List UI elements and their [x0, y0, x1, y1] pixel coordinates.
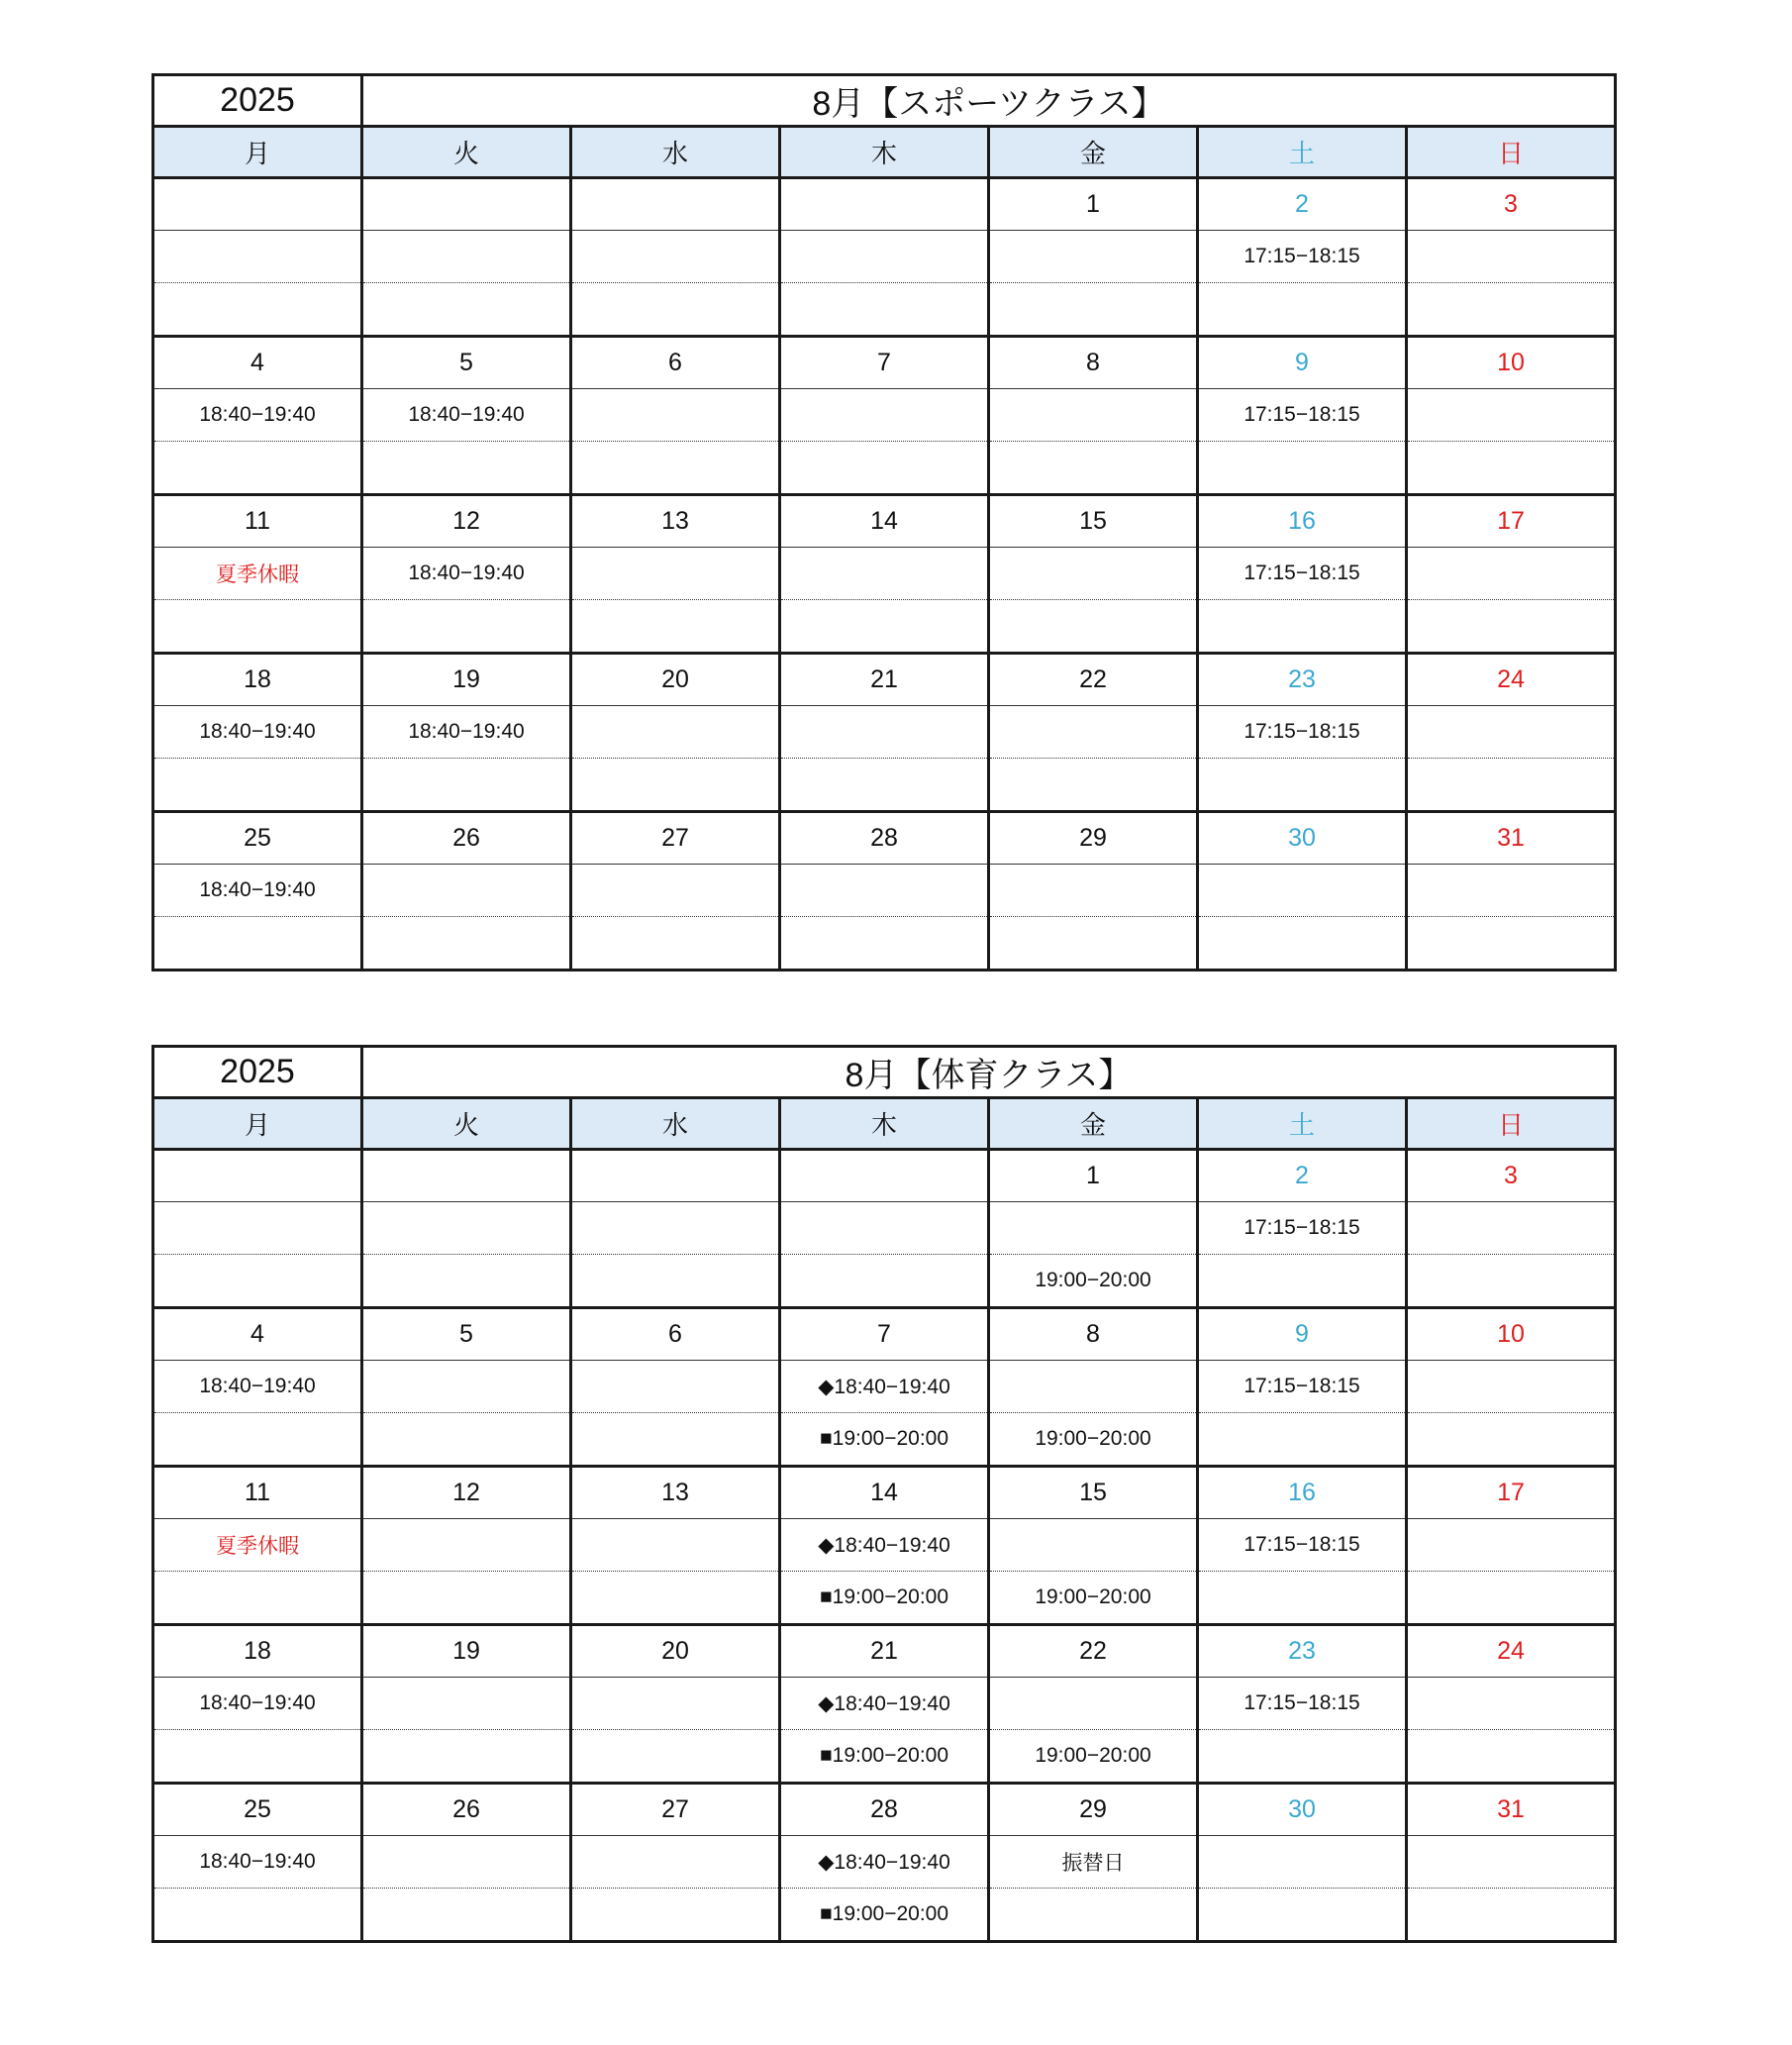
schedule-slot: [362, 442, 571, 495]
day-number: 24: [1407, 1625, 1616, 1678]
schedule-slot: [780, 231, 989, 283]
schedule-slot: [362, 283, 571, 337]
schedule-slot: [1407, 389, 1616, 442]
schedule-slot: [1198, 1730, 1407, 1784]
schedule-slot: 18:40−19:40: [153, 389, 362, 442]
schedule-slot: [989, 1202, 1198, 1255]
schedule-slot: [989, 442, 1198, 495]
schedule-slot: ◆18:40−19:40: [780, 1836, 989, 1889]
day-number: 5: [362, 337, 571, 389]
day-number: [362, 1150, 571, 1202]
day-number: 8: [989, 1308, 1198, 1361]
schedule-slot: [989, 389, 1198, 442]
schedule-slot: [780, 917, 989, 971]
schedule-slot: [571, 1730, 780, 1784]
year-label: 2025: [153, 1047, 362, 1098]
date-row: [153, 495, 1616, 548]
day-number: [571, 1150, 780, 1202]
day-number: 9: [1198, 1308, 1407, 1361]
date-row: [153, 1467, 1616, 1519]
schedule-row: [153, 231, 1616, 283]
day-number: 24: [1407, 654, 1616, 706]
weekday-header: 火: [362, 127, 571, 178]
schedule-row: [153, 283, 1616, 337]
schedule-slot: [153, 283, 362, 337]
day-number: 20: [571, 654, 780, 706]
schedule-slot: [780, 442, 989, 495]
day-number: 6: [571, 1308, 780, 1361]
schedule-slot: 17:15−18:15: [1198, 1519, 1407, 1572]
schedule-slot: [362, 1730, 571, 1784]
day-number: 5: [362, 1308, 571, 1361]
schedule-slot: [1407, 442, 1616, 495]
sports-class-calendar: [151, 73, 1617, 971]
day-number: 11: [153, 495, 362, 548]
date-row: [153, 1150, 1616, 1202]
schedule-slot: [780, 600, 989, 654]
schedule-slot: [571, 283, 780, 337]
day-number: 7: [780, 1308, 989, 1361]
schedule-slot: [571, 1413, 780, 1467]
day-number: 23: [1198, 654, 1407, 706]
schedule-slot: [571, 1202, 780, 1255]
schedule-slot: [1407, 1413, 1616, 1467]
weekday-header: 火: [362, 1098, 571, 1150]
schedule-slot: 19:00−20:00: [989, 1413, 1198, 1467]
schedule-slot: 18:40−19:40: [153, 706, 362, 759]
day-number: 25: [153, 812, 362, 865]
schedule-slot: [1198, 1255, 1407, 1308]
day-number: 16: [1198, 1467, 1407, 1519]
schedule-row: [153, 548, 1616, 600]
schedule-slot: [362, 1889, 571, 1942]
schedule-slot: [989, 759, 1198, 812]
day-number: 8: [989, 337, 1198, 389]
schedule-slot: [362, 865, 571, 917]
schedule-slot: [1407, 283, 1616, 337]
schedule-slot: 18:40−19:40: [362, 706, 571, 759]
day-number: 15: [989, 1467, 1198, 1519]
schedule-slot: [780, 283, 989, 337]
schedule-slot: [780, 548, 989, 600]
schedule-slot: 19:00−20:00: [989, 1730, 1198, 1784]
weekday-header: 金: [989, 1098, 1198, 1150]
schedule-row: [153, 389, 1616, 442]
calendar-body: [153, 75, 1616, 971]
schedule-slot: [153, 1730, 362, 1784]
weekday-header-row: [153, 127, 1616, 178]
schedule-row: [153, 1202, 1616, 1255]
weekday-header: 日: [1407, 127, 1616, 178]
schedule-slot: 17:15−18:15: [1198, 231, 1407, 283]
schedule-slot: [989, 548, 1198, 600]
day-number: 19: [362, 654, 571, 706]
date-row: [153, 812, 1616, 865]
day-number: 23: [1198, 1625, 1407, 1678]
schedule-slot: [1407, 600, 1616, 654]
schedule-slot: [362, 1519, 571, 1572]
schedule-slot: [1198, 600, 1407, 654]
schedule-slot: [780, 759, 989, 812]
day-number: 18: [153, 654, 362, 706]
schedule-slot: [153, 1572, 362, 1625]
day-number: [780, 178, 989, 231]
calendar-title: 8月【スポーツクラス】: [362, 75, 1616, 127]
date-row: [153, 654, 1616, 706]
schedule-slot: ■19:00−20:00: [780, 1889, 989, 1942]
day-number: 27: [571, 812, 780, 865]
day-number: 26: [362, 812, 571, 865]
schedule-slot: 18:40−19:40: [153, 1836, 362, 1889]
weekday-header: 金: [989, 127, 1198, 178]
schedule-slot: [780, 1202, 989, 1255]
schedule-slot: [362, 917, 571, 971]
day-number: 4: [153, 1308, 362, 1361]
day-number: 2: [1198, 178, 1407, 231]
schedule-slot: [362, 1678, 571, 1730]
day-number: 27: [571, 1784, 780, 1836]
schedule-slot: [1407, 759, 1616, 812]
schedule-slot: [989, 1678, 1198, 1730]
schedule-slot: [1198, 1836, 1407, 1889]
schedule-slot: 18:40−19:40: [153, 865, 362, 917]
schedule-slot: [780, 1255, 989, 1308]
day-number: 16: [1198, 495, 1407, 548]
schedule-row: [153, 1413, 1616, 1467]
schedule-slot: [1407, 1678, 1616, 1730]
day-number: 11: [153, 1467, 362, 1519]
schedule-slot: [989, 865, 1198, 917]
day-number: 15: [989, 495, 1198, 548]
schedule-slot: ■19:00−20:00: [780, 1730, 989, 1784]
day-number: 7: [780, 337, 989, 389]
schedule-slot: [362, 1361, 571, 1413]
schedule-slot: [153, 600, 362, 654]
year-label: 2025: [153, 75, 362, 127]
weekday-header: 木: [780, 127, 989, 178]
title-row: [153, 75, 1616, 127]
schedule-slot: [1198, 1889, 1407, 1942]
schedule-row: [153, 1889, 1616, 1942]
schedule-slot: [989, 1361, 1198, 1413]
day-number: 29: [989, 1784, 1198, 1836]
schedule-slot: [362, 1202, 571, 1255]
day-number: 6: [571, 337, 780, 389]
day-number: 1: [989, 178, 1198, 231]
day-number: 13: [571, 1467, 780, 1519]
schedule-slot: [989, 231, 1198, 283]
schedule-row: [153, 1519, 1616, 1572]
schedule-row: [153, 1836, 1616, 1889]
schedule-slot: [153, 917, 362, 971]
day-number: 20: [571, 1625, 780, 1678]
day-number: 28: [780, 1784, 989, 1836]
schedule-slot: [153, 1889, 362, 1942]
day-number: 30: [1198, 1784, 1407, 1836]
schedule-slot: 17:15−18:15: [1198, 1202, 1407, 1255]
day-number: [153, 178, 362, 231]
day-number: 3: [1407, 178, 1616, 231]
schedule-slot: [362, 1572, 571, 1625]
schedule-slot: [571, 1836, 780, 1889]
schedule-slot: [153, 1413, 362, 1467]
schedule-slot: [362, 231, 571, 283]
schedule-slot: 振替日: [989, 1836, 1198, 1889]
weekday-header: 水: [571, 1098, 780, 1150]
schedule-row: [153, 917, 1616, 971]
schedule-slot: 17:15−18:15: [1198, 1678, 1407, 1730]
schedule-slot: [571, 1572, 780, 1625]
weekday-header: 月: [153, 1098, 362, 1150]
day-number: 17: [1407, 495, 1616, 548]
schedule-slot: [1407, 1519, 1616, 1572]
schedule-row: [153, 1255, 1616, 1308]
schedule-slot: [1407, 1202, 1616, 1255]
day-number: 3: [1407, 1150, 1616, 1202]
schedule-row: [153, 600, 1616, 654]
schedule-slot: [571, 231, 780, 283]
schedule-slot: [989, 706, 1198, 759]
schedule-slot: [571, 1361, 780, 1413]
schedule-slot: [780, 706, 989, 759]
day-number: 14: [780, 495, 989, 548]
date-row: [153, 1625, 1616, 1678]
schedule-slot: [1407, 1836, 1616, 1889]
title-row: [153, 1047, 1616, 1098]
weekday-header: 月: [153, 127, 362, 178]
day-number: 19: [362, 1625, 571, 1678]
date-row: [153, 1308, 1616, 1361]
day-number: 4: [153, 337, 362, 389]
schedule-slot: 17:15−18:15: [1198, 389, 1407, 442]
schedule-row: [153, 1361, 1616, 1413]
date-row: [153, 1784, 1616, 1836]
schedule-slot: [571, 442, 780, 495]
day-number: [362, 178, 571, 231]
schedule-slot: [571, 548, 780, 600]
schedule-slot: [153, 231, 362, 283]
day-number: [780, 1150, 989, 1202]
weekday-header: 日: [1407, 1098, 1616, 1150]
day-number: [153, 1150, 362, 1202]
schedule-slot: ◆18:40−19:40: [780, 1678, 989, 1730]
schedule-slot: [1198, 917, 1407, 971]
schedule-slot: 夏季休暇: [153, 1519, 362, 1572]
schedule-slot: [1407, 231, 1616, 283]
day-number: 21: [780, 654, 989, 706]
day-number: 12: [362, 495, 571, 548]
schedule-slot: ■19:00−20:00: [780, 1413, 989, 1467]
day-number: 29: [989, 812, 1198, 865]
schedule-slot: [153, 1202, 362, 1255]
schedule-row: [153, 442, 1616, 495]
schedule-slot: [571, 865, 780, 917]
date-row: [153, 178, 1616, 231]
schedule-slot: [1407, 917, 1616, 971]
schedule-slot: 夏季休暇: [153, 548, 362, 600]
calendar-title: 8月【体育クラス】: [362, 1047, 1616, 1098]
schedule-slot: [1198, 442, 1407, 495]
schedule-slot: [362, 600, 571, 654]
schedule-slot: [153, 759, 362, 812]
day-number: 1: [989, 1150, 1198, 1202]
schedule-slot: [571, 600, 780, 654]
schedule-slot: [989, 283, 1198, 337]
day-number: 28: [780, 812, 989, 865]
schedule-slot: ■19:00−20:00: [780, 1572, 989, 1625]
day-number: 30: [1198, 812, 1407, 865]
day-number: 17: [1407, 1467, 1616, 1519]
schedule-slot: [153, 1255, 362, 1308]
day-number: 31: [1407, 812, 1616, 865]
day-number: 10: [1407, 337, 1616, 389]
day-number: 10: [1407, 1308, 1616, 1361]
schedule-slot: [362, 759, 571, 812]
schedule-slot: [153, 442, 362, 495]
schedule-slot: 18:40−19:40: [153, 1361, 362, 1413]
schedule-slot: [1407, 1572, 1616, 1625]
schedule-slot: [571, 759, 780, 812]
schedule-slot: [571, 1678, 780, 1730]
day-number: 25: [153, 1784, 362, 1836]
schedule-row: [153, 865, 1616, 917]
day-number: 21: [780, 1625, 989, 1678]
weekday-header-row: [153, 1098, 1616, 1150]
day-number: 18: [153, 1625, 362, 1678]
schedule-slot: [571, 1519, 780, 1572]
schedule-slot: [1407, 548, 1616, 600]
schedule-row: [153, 1572, 1616, 1625]
schedule-slot: [1407, 1255, 1616, 1308]
day-number: [571, 178, 780, 231]
schedule-slot: [1407, 865, 1616, 917]
schedule-slot: [571, 917, 780, 971]
weekday-header: 木: [780, 1098, 989, 1150]
schedule-slot: ◆18:40−19:40: [780, 1519, 989, 1572]
day-number: 22: [989, 1625, 1198, 1678]
calendar-body: [153, 1047, 1616, 1942]
schedule-slot: [571, 706, 780, 759]
schedule-slot: 17:15−18:15: [1198, 706, 1407, 759]
schedule-slot: [989, 600, 1198, 654]
day-number: 12: [362, 1467, 571, 1519]
schedule-slot: [1407, 706, 1616, 759]
pe-class-calendar: [151, 1045, 1617, 1943]
day-number: 14: [780, 1467, 989, 1519]
schedule-slot: [571, 1255, 780, 1308]
schedule-slot: 19:00−20:00: [989, 1255, 1198, 1308]
schedule-slot: [362, 1413, 571, 1467]
date-row: [153, 337, 1616, 389]
schedule-slot: [1198, 1413, 1407, 1467]
weekday-header: 土: [1198, 1098, 1407, 1150]
schedule-slot: [362, 1836, 571, 1889]
schedule-slot: [1198, 759, 1407, 812]
schedule-slot: 17:15−18:15: [1198, 548, 1407, 600]
schedule-slot: [989, 1519, 1198, 1572]
day-number: 26: [362, 1784, 571, 1836]
schedule-slot: 19:00−20:00: [989, 1572, 1198, 1625]
day-number: 9: [1198, 337, 1407, 389]
schedule-slot: [571, 389, 780, 442]
schedule-slot: 18:40−19:40: [362, 548, 571, 600]
schedule-slot: [571, 1889, 780, 1942]
schedule-slot: ◆18:40−19:40: [780, 1361, 989, 1413]
schedule-slot: [1407, 1730, 1616, 1784]
schedule-slot: 18:40−19:40: [362, 389, 571, 442]
day-number: 22: [989, 654, 1198, 706]
schedule-slot: [1407, 1361, 1616, 1413]
schedule-slot: [1198, 1572, 1407, 1625]
schedule-slot: [989, 917, 1198, 971]
schedule-slot: [362, 1255, 571, 1308]
schedule-row: [153, 1730, 1616, 1784]
schedule-slot: [989, 1889, 1198, 1942]
schedule-row: [153, 706, 1616, 759]
schedule-slot: 17:15−18:15: [1198, 1361, 1407, 1413]
schedule-slot: 18:40−19:40: [153, 1678, 362, 1730]
day-number: 13: [571, 495, 780, 548]
schedule-slot: [1198, 865, 1407, 917]
day-number: 2: [1198, 1150, 1407, 1202]
schedule-slot: [1407, 1889, 1616, 1942]
schedule-row: [153, 759, 1616, 812]
schedule-slot: [1198, 283, 1407, 337]
schedule-slot: [780, 865, 989, 917]
schedule-row: [153, 1678, 1616, 1730]
schedule-slot: [780, 389, 989, 442]
weekday-header: 水: [571, 127, 780, 178]
day-number: 31: [1407, 1784, 1616, 1836]
weekday-header: 土: [1198, 127, 1407, 178]
